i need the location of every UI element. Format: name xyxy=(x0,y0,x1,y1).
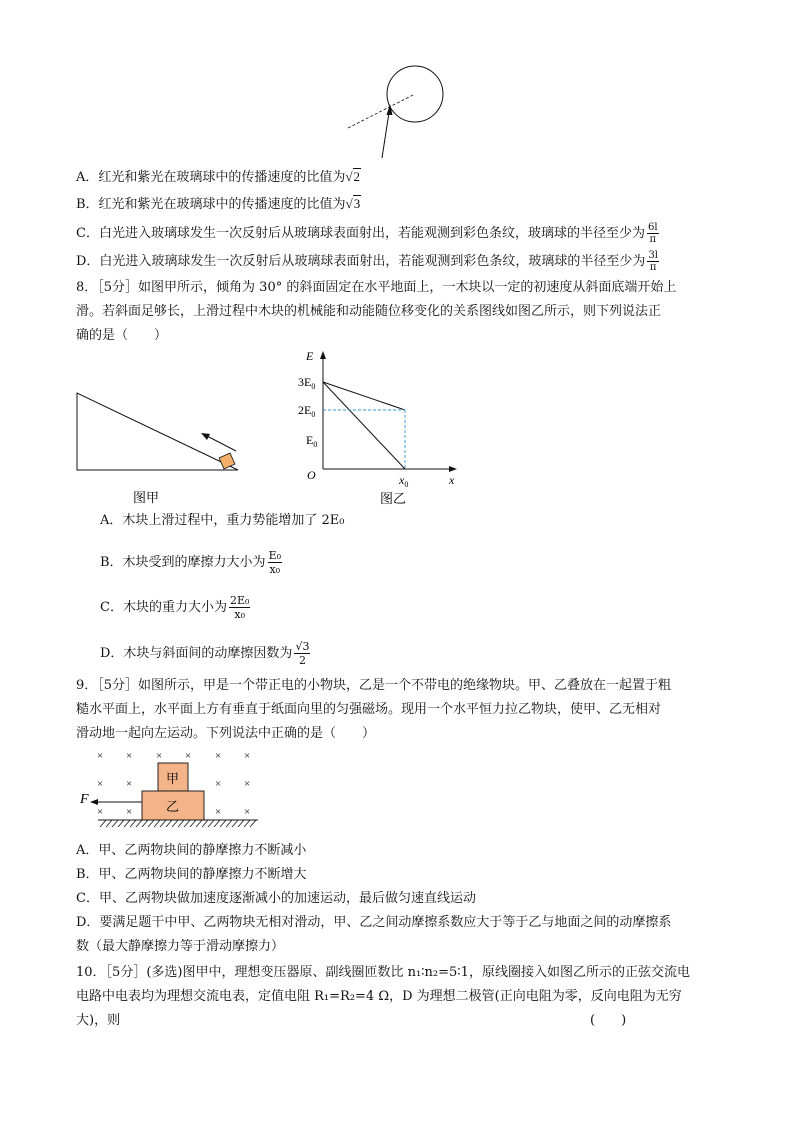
q7-option-d: D．白光进入玻璃球发生一次反射后从玻璃球表面射出，若能观测到彩色条纹，玻璃球的半径至少为 $\frac{3l}{\pi}$ xyxy=(76,250,658,273)
kinetic-energy-line xyxy=(323,382,405,469)
q7-option-b: B．红光和紫光在玻璃球中的传播速度的比值为√3 xyxy=(76,196,361,212)
q8-energy-graph xyxy=(295,345,470,510)
tick-x0: $x_0$ xyxy=(399,473,409,489)
q9-stem-line1: 9．［5分］如图所示，甲是一个带正电的小物块，乙是一个不带电的绝缘物块。甲、乙叠放在一起置于粗 xyxy=(76,678,672,693)
axis-label-e: E xyxy=(306,349,314,363)
q10-stem-line2: 电路中电表均为理想交流电表，定值电阻 R₁=R₂=4 Ω，D 为理想二极管(正向电阻为零，反向电阻为无穷 xyxy=(76,989,682,1004)
tick-2e0: $2E_0$ xyxy=(298,403,316,419)
force-arrowhead xyxy=(90,799,98,805)
dashed-normal-line xyxy=(348,94,415,128)
q8-option-d: D．木块与斜面间的动摩擦因数为 $\frac{√3}{2}$ xyxy=(100,640,310,667)
q9-option-d-line1: D．要满足题干中甲、乙两物块无相对滑动，甲、乙之间动摩擦系数应大于等于乙与地面之间的动摩擦系 xyxy=(76,915,672,930)
q9-option-a: A．甲、乙两物块间的静摩擦力不断减小 xyxy=(76,843,307,858)
fig-jia-caption: 图甲 xyxy=(133,490,160,505)
tick-3e0: $3E_0$ xyxy=(298,375,316,391)
q8-option-a: A．木块上滑过程中，重力势能增加了 2E₀ xyxy=(100,513,345,528)
field-cross: × xyxy=(244,778,251,790)
q8-stem-line1: 8．［5分］如图甲所示，倾角为 30° 的斜面固定在水平地面上，一木块以一定的初速度从斜面底端开始上 xyxy=(76,280,677,295)
q10-answer-bracket: ( ) xyxy=(590,1013,627,1028)
q9-option-b: B．甲、乙两物块间的静摩擦力不断增大 xyxy=(76,867,307,882)
q10-stem-line3: 大)，则 xyxy=(76,1013,121,1028)
field-cross: × xyxy=(244,806,251,818)
q8-stem-line2: 滑。若斜面足够长，上滑过程中木块的机械能和动能随位移变化的关系图线如图乙所示，则下列说法正 xyxy=(76,304,662,319)
q7-option-c: C．白光进入玻璃球发生一次反射后从玻璃球表面射出，若能观测到彩色条纹，玻璃球的半径至少为 $\frac{6l}{\pi}$ xyxy=(76,222,658,245)
field-cross: × xyxy=(215,778,222,790)
q9-option-d-line2: 数（最大静摩擦力等于滑动摩擦力） xyxy=(76,939,285,954)
q10-stem-line1: 10．［5分］(多选)图甲中，理想变压器原、副线圈匝数比 n₁∶n₂=5∶1，原线圈接入如图乙所示的正弦交流电 xyxy=(76,965,690,980)
q8-stem-line3: 确的是（ ） xyxy=(76,328,168,343)
velocity-arrow xyxy=(205,435,236,451)
tick-e0: $E_0$ xyxy=(306,433,318,449)
fig-yi-caption: 图乙 xyxy=(380,491,407,506)
block-jia-label: 甲 xyxy=(166,771,180,786)
wooden-block xyxy=(219,453,235,469)
axis-label-x: x xyxy=(449,473,455,487)
q9-option-c: C．甲、乙两物块做加速度逐渐减小的加速运动，最后做匀速直线运动 xyxy=(76,891,476,906)
q8-incline-figure xyxy=(70,385,250,510)
field-cross: × xyxy=(126,750,133,762)
field-cross: × xyxy=(215,806,222,818)
velocity-arrowhead xyxy=(201,433,210,440)
q7-option-a: A．红光和紫光在玻璃球中的传播速度的比值为√2 xyxy=(76,169,361,185)
y-axis-arrow xyxy=(320,351,326,359)
q9-stem-line3: 滑动地一起向左运动。下列说法中正确的是（ ） xyxy=(76,726,376,741)
q9-stem-line2: 糙水平面上，水平面上方有垂直于纸面向里的匀强磁场。现用一个水平恒力拉乙物块，使甲、乙无相对 xyxy=(76,702,662,717)
block-yi-label: 乙 xyxy=(166,799,180,814)
field-cross: × xyxy=(185,750,192,762)
q8-option-b: B．木块受到的摩擦力大小为 $\frac{\text{E₀}}{\text{x₀}}$ xyxy=(100,549,282,576)
field-cross: × xyxy=(97,806,104,818)
field-cross: × xyxy=(215,750,222,762)
field-cross: × xyxy=(126,778,133,790)
q9-magnetic-field-figure xyxy=(72,745,272,830)
q8-option-c: C．木块的重力大小为 $\frac{\text{2E₀}}{\text{x₀}}$ xyxy=(100,594,250,621)
x-axis-arrow xyxy=(449,466,457,472)
incline-triangle xyxy=(77,393,238,470)
field-cross: × xyxy=(126,806,133,818)
field-cross: × xyxy=(156,750,163,762)
force-label: F xyxy=(80,792,89,807)
field-cross: × xyxy=(97,750,104,762)
ground-hatching xyxy=(100,820,256,827)
q7-glass-sphere-figure xyxy=(340,60,460,170)
origin-label: O xyxy=(307,468,316,482)
field-cross: × xyxy=(97,778,104,790)
field-cross: × xyxy=(244,750,251,762)
mechanical-energy-line xyxy=(323,382,405,410)
